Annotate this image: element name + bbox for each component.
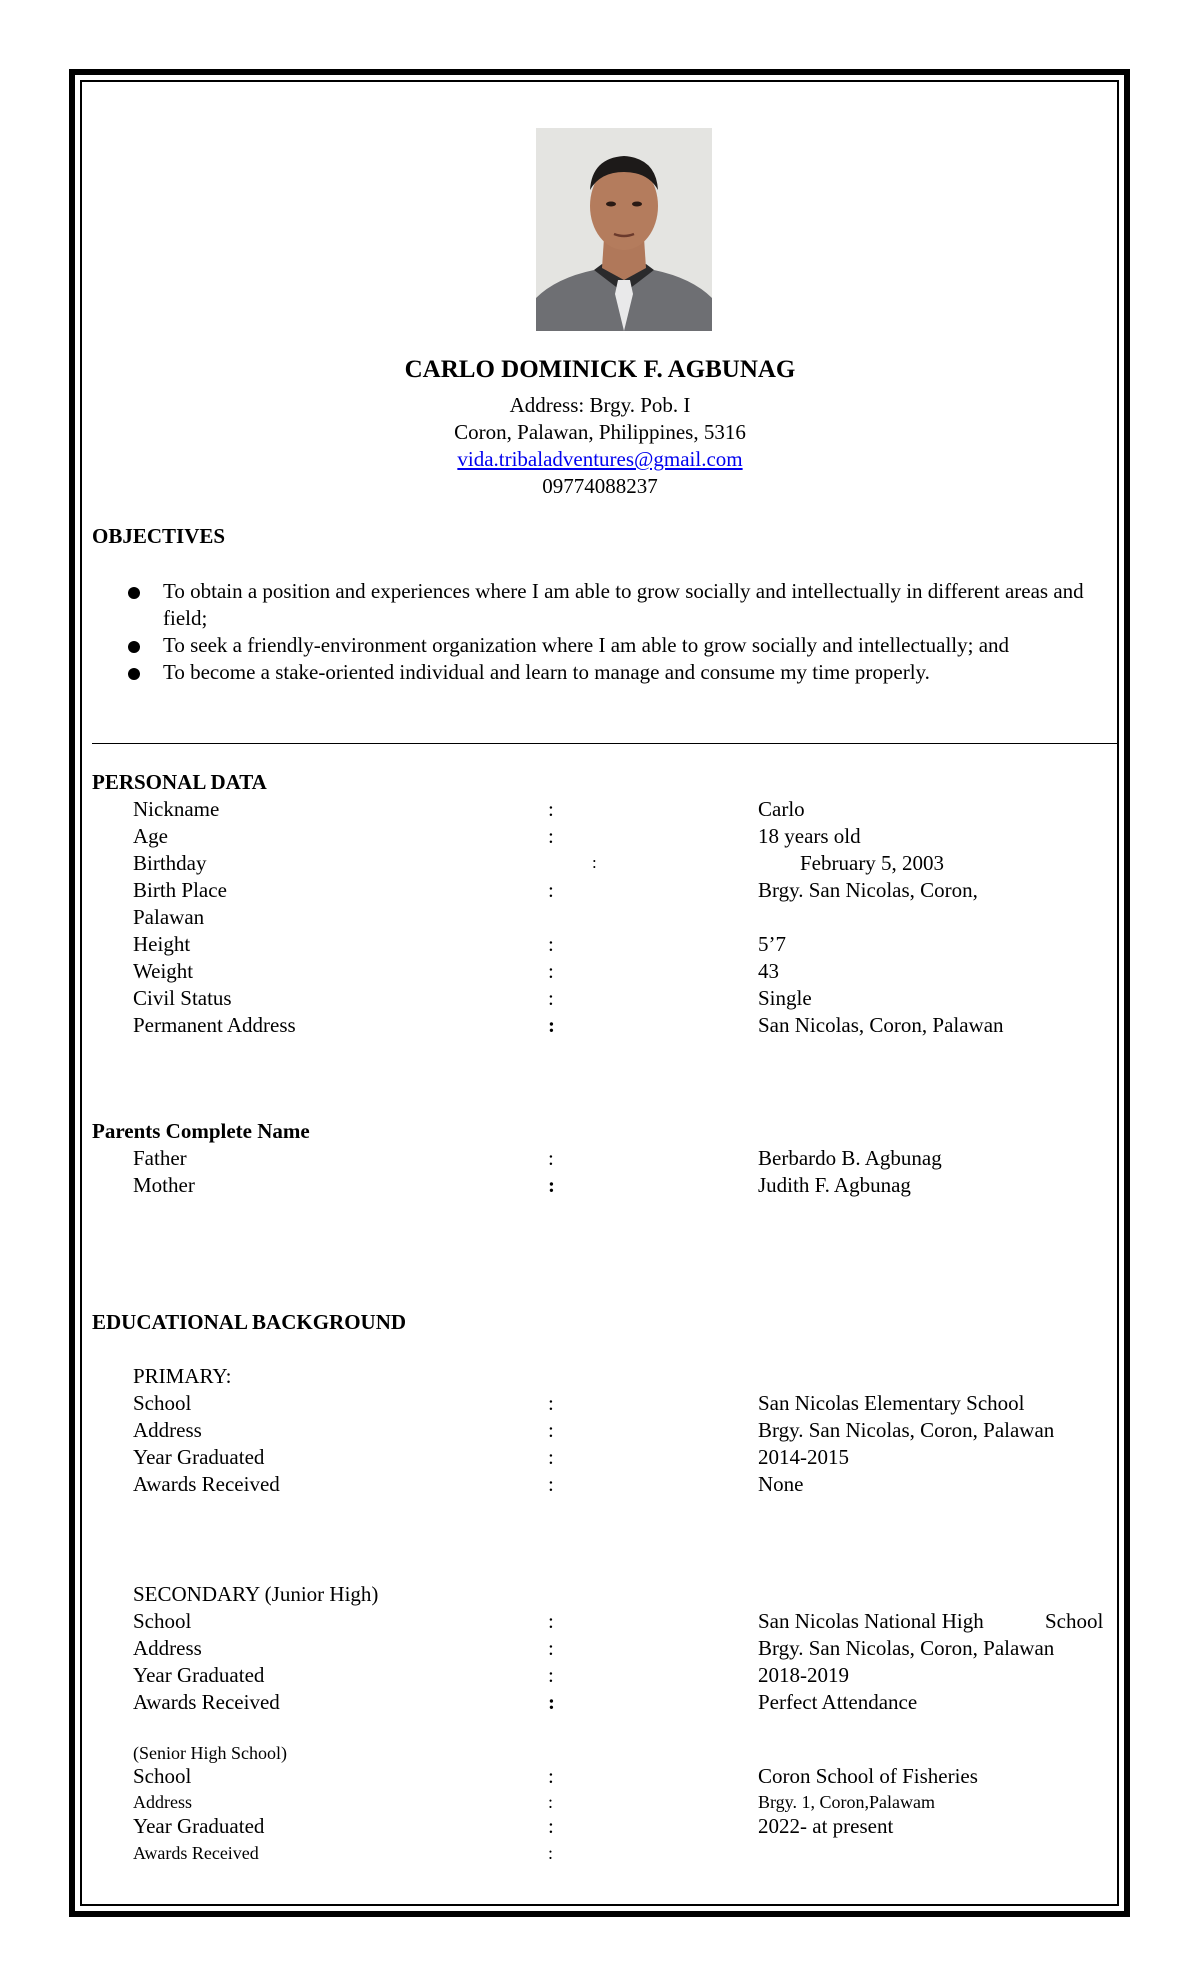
height-label: Height <box>133 932 191 956</box>
birthday-value: February 5, 2003 <box>800 851 945 875</box>
junior-year-value: 2018-2019 <box>758 1663 849 1687</box>
father-label: Father <box>133 1146 187 1170</box>
candidate-name: CARLO DOMINICK F. AGBUNAG <box>404 356 796 383</box>
senior-address-label: Address <box>133 1792 192 1812</box>
list-item: To seek a friendly-environment organization where I am able to grow socially and intellectually; and <box>126 632 1116 659</box>
father-colon: : <box>548 1146 554 1170</box>
birthday-colon: : <box>592 853 597 872</box>
nickname-label: Nickname <box>133 797 220 821</box>
primary-awards-colon: : <box>548 1472 554 1496</box>
junior-awards-label: Awards Received <box>133 1690 280 1714</box>
permanent-address-colon: : <box>548 1013 555 1037</box>
junior-address-value: Brgy. San Nicolas, Coron, Palawan <box>758 1636 1055 1660</box>
education-heading: EDUCATIONAL BACKGROUND <box>92 1310 407 1334</box>
junior-school-value-end: School <box>1045 1609 1104 1633</box>
nickname-value: Carlo <box>758 797 805 821</box>
father-value: Berbardo B. Agbunag <box>758 1146 942 1170</box>
senior-awards-label: Awards Received <box>133 1843 259 1863</box>
height-colon: : <box>548 932 554 956</box>
senior-school-value: Coron School of Fisheries <box>758 1764 978 1788</box>
senior-awards-colon: : <box>548 1843 554 1863</box>
civil-status-value: Single <box>758 986 812 1010</box>
senior-school-label: School <box>133 1764 192 1788</box>
permanent-address-value: San Nicolas, Coron, Palawan <box>758 1013 1004 1037</box>
senior-school-colon: : <box>548 1764 554 1788</box>
junior-awards-value: Perfect Attendance <box>758 1690 918 1714</box>
parents-heading: Parents Complete Name <box>92 1119 310 1143</box>
senior-address-value: Brgy. 1, Coron,Palawam <box>758 1792 935 1812</box>
junior-school-colon: : <box>548 1609 554 1633</box>
senior-year-label: Year Graduated <box>133 1814 265 1838</box>
primary-address-label: Address <box>133 1418 202 1442</box>
civil-status-colon: : <box>548 986 554 1010</box>
birthday-label: Birthday <box>133 851 207 875</box>
mother-colon: : <box>548 1173 555 1197</box>
birthplace-value: Brgy. San Nicolas, Coron, <box>758 878 978 902</box>
address-line-2: Coron, Palawan, Philippines, 5316 <box>454 420 746 444</box>
senior-address-colon: : <box>548 1792 554 1812</box>
age-value: 18 years old <box>758 824 861 848</box>
junior-address-label: Address <box>133 1636 202 1660</box>
primary-title: PRIMARY: <box>133 1364 232 1388</box>
objectives-list <box>126 578 1116 686</box>
weight-colon: : <box>548 959 554 983</box>
junior-school-label: School <box>133 1609 192 1633</box>
objectives-heading: OBJECTIVES <box>92 524 226 548</box>
primary-year-value: 2014-2015 <box>758 1445 849 1469</box>
phone-number: 09774088237 <box>542 474 658 498</box>
nickname-colon: : <box>548 797 554 821</box>
primary-awards-value: None <box>758 1472 804 1496</box>
permanent-address-label: Permanent Address <box>133 1013 296 1037</box>
junior-high-title: SECONDARY (Junior High) <box>133 1582 379 1606</box>
senior-high-title: (Senior High School) <box>133 1743 287 1763</box>
list-item: To obtain a position and experiences where I am able to grow socially and intellectually in different areas and field; <box>126 578 1116 632</box>
section-divider <box>92 743 1119 744</box>
mother-value: Judith F. Agbunag <box>758 1173 911 1197</box>
personal-data-heading: PERSONAL DATA <box>92 770 267 794</box>
age-colon: : <box>548 824 554 848</box>
birthplace-label: Birth Place <box>133 878 227 902</box>
primary-address-colon: : <box>548 1418 554 1442</box>
profile-photo <box>536 128 712 331</box>
bullet-icon <box>128 668 140 680</box>
weight-label: Weight <box>133 959 194 983</box>
bullet-icon <box>128 641 140 653</box>
mother-label: Mother <box>133 1173 195 1197</box>
age-label: Age <box>133 824 168 848</box>
address-line-1: Address: Brgy. Pob. I <box>509 393 691 417</box>
birthplace-continued: Palawan <box>133 905 205 929</box>
junior-year-label: Year Graduated <box>133 1663 265 1687</box>
primary-school-colon: : <box>548 1391 554 1415</box>
junior-year-colon: : <box>548 1663 554 1687</box>
height-value: 5’7 <box>758 932 786 956</box>
primary-school-value: San Nicolas Elementary School <box>758 1391 1025 1415</box>
email-link[interactable]: vida.tribaladventures@gmail.com <box>457 447 743 471</box>
senior-year-colon: : <box>548 1814 554 1838</box>
primary-awards-label: Awards Received <box>133 1472 280 1496</box>
junior-awards-colon: : <box>548 1690 555 1714</box>
list-item: To become a stake-oriented individual and learn to manage and consume my time properly. <box>126 659 1116 686</box>
civil-status-label: Civil Status <box>133 986 232 1010</box>
bullet-icon <box>128 587 140 599</box>
primary-address-value: Brgy. San Nicolas, Coron, Palawan <box>758 1418 1055 1442</box>
senior-year-value: 2022- at present <box>758 1814 894 1838</box>
birthplace-colon: : <box>548 878 554 902</box>
weight-value: 43 <box>758 959 779 983</box>
primary-school-label: School <box>133 1391 192 1415</box>
junior-school-value: San Nicolas National High <box>758 1609 984 1633</box>
primary-year-colon: : <box>548 1445 554 1469</box>
junior-address-colon: : <box>548 1636 554 1660</box>
primary-year-label: Year Graduated <box>133 1445 265 1469</box>
